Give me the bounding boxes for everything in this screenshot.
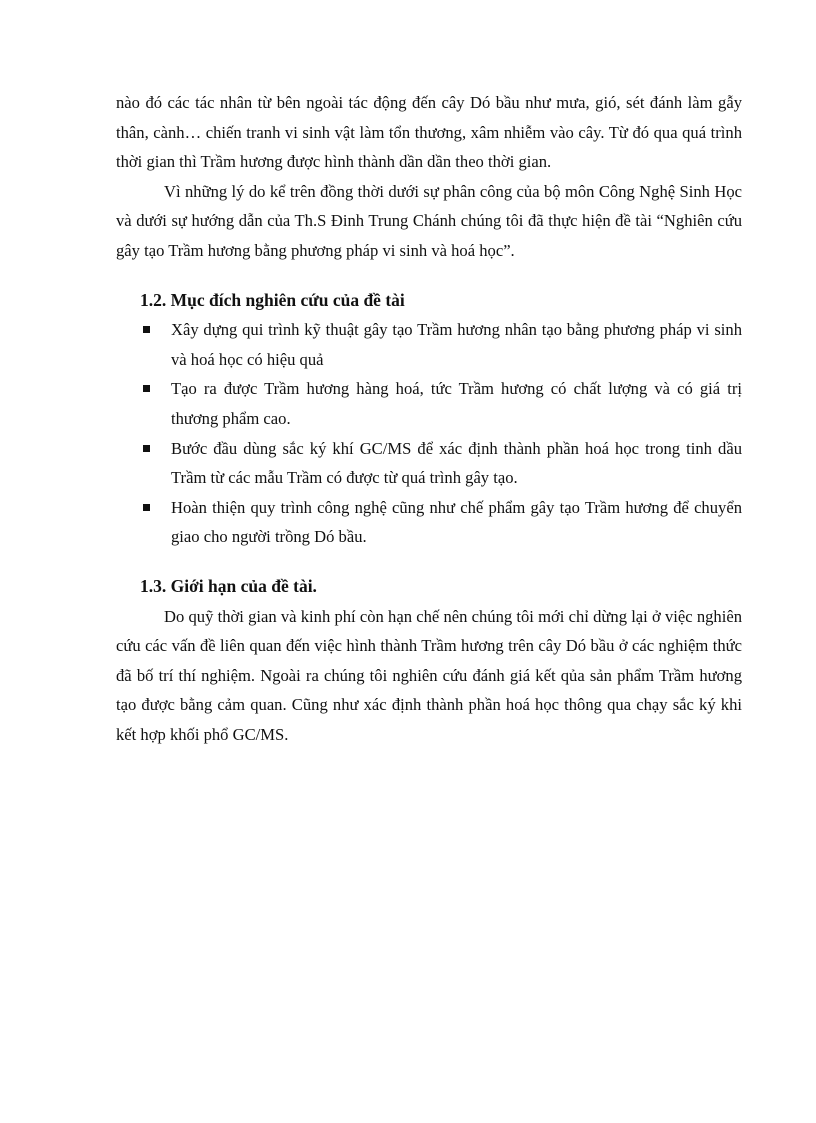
intro-paragraph-1: nào đó các tác nhân từ bên ngoài tác động đến cây Dó bầu như mưa, gió, sét đánh làm gẫy thân, cành… chiến tranh vi sinh vật làm tổn thương, xâm nhiễm vào cây. Từ đó qua quá trình thời gian thì Trầm hương được hình thành dần dần theo thời gian.	[116, 93, 742, 172]
list-item-text: Tạo ra được Trầm hương hàng hoá, tức Trầm hương có chất lượng và có giá trị thương phẩm cao.	[171, 379, 742, 428]
list-item	[116, 493, 742, 552]
list-item	[116, 434, 742, 493]
objectives-list	[116, 315, 742, 552]
section-1-3-paragraph: Do quỹ thời gian và kinh phí còn hạn chế nên chúng tôi mới chỉ dừng lại ở việc nghiên cứu các vấn đề liên quan đến việc hình thành Trầm hương trên cây Dó bầu ở các nghiệm thức đã bố trí thí nghiệm. Ngoài ra chúng tôi nghiên cứu đánh giá kết qủa sản phẩm Trầm hương tạo được bằng cảm quan. Cũng như xác định thành phần hoá học thông qua chạy sắc ký khi kết hợp khối phổ GC/MS.	[116, 606, 742, 744]
section-1-3-heading: 1.3. Giới hạn của đề tài.	[140, 575, 317, 596]
square-bullet-icon	[143, 385, 150, 392]
square-bullet-icon	[143, 445, 150, 452]
list-item-text: Hoàn thiện quy trình công nghệ cũng như chế phẩm gây tạo Trầm hương để chuyển giao cho người trồng Dó bầu.	[171, 497, 742, 547]
document-page	[116, 88, 742, 749]
section-spacer	[116, 552, 742, 572]
list-item-text: Bước đầu dùng sắc ký khí GC/MS để xác định thành phần hoá học trong tinh dầu Trầm từ các mẫu Trầm có được từ quá trình gây tạo.	[171, 438, 742, 488]
intro-paragraph-2: Vì những lý do kể trên đồng thời dưới sự phân công của bộ môn Công Nghệ Sinh Học và dưới sự hướng dẫn của Th.S Đinh Trung Chánh chúng tôi đã thực hiện đề tài “Nghiên cứu gây tạo Trầm hương bằng phương pháp vi sinh và hoá học”.	[116, 181, 742, 260]
list-item	[116, 374, 742, 433]
square-bullet-icon	[143, 326, 150, 333]
section-1-2-heading: 1.2. Mục đích nghiên cứu của đề tài	[140, 289, 405, 310]
square-bullet-icon	[143, 504, 150, 511]
section-spacer	[116, 266, 742, 286]
list-item	[116, 315, 742, 374]
list-item-text: Xây dựng qui trình kỹ thuật gây tạo Trầm hương nhân tạo bằng phương pháp vi sinh và hoá học có hiệu quả	[171, 320, 742, 369]
